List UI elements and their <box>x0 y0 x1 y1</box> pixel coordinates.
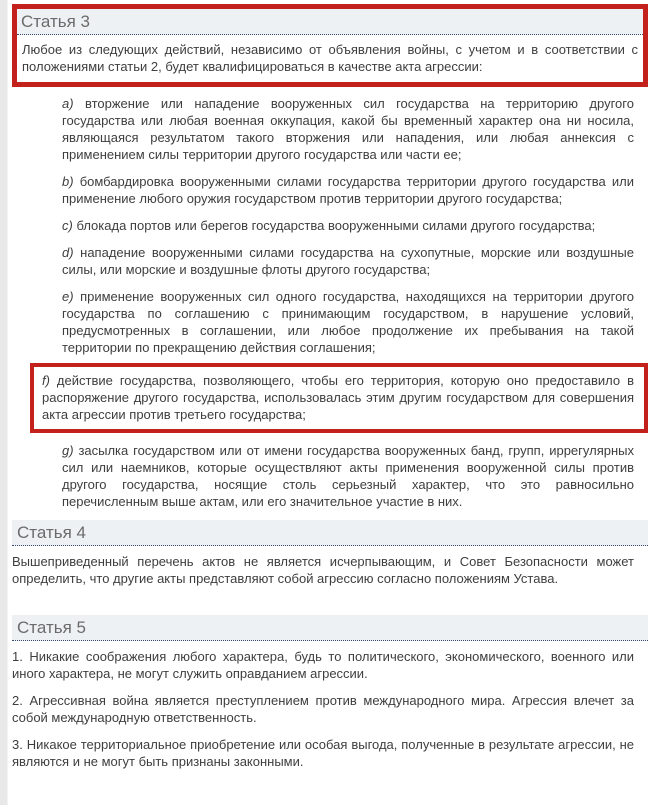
document-content <box>12 4 648 770</box>
item-b-text: бомбардировка вооруженными силами государства территории другого государства или применение любого оружия государством против территории другого государства; <box>62 174 634 206</box>
item-e-text: применение вооруженных сил одного государства, находящихся на территории другого государства по соглашению с принимающим государством, в нарушение условий, предусмотренных в соглашении, или любое продолжение их пребывания на такой территории по прекращению действия соглашения; <box>62 289 634 355</box>
list-item-f <box>42 372 634 423</box>
item-g-marker: g) <box>62 443 74 458</box>
list-item-d <box>62 244 634 278</box>
list-item-g <box>62 442 634 510</box>
item-b-marker: b) <box>62 174 74 189</box>
article4-paragraph-1: Вышеприведенный перечень актов не является исчерпывающим, и Совет Безопасности может определить, что другие акты представляют собой агрессию согласно положениям Устава. <box>12 554 634 586</box>
article4-title: Статья 4 <box>12 520 648 546</box>
list-item-b <box>62 173 634 207</box>
item-a-marker: a) <box>62 96 74 111</box>
article5-paragraph-3: 3. Никакое территориальное приобретение или особая выгода, полученные в результате агрессии, не являются и не могут быть признаны законными. <box>12 737 634 769</box>
article5-paragraph-1: 1. Никакие соображения любого характера, будь то политического, экономического, военного или иного характера, не могут служить оправданием агрессии. <box>12 649 634 681</box>
article5-title: Статья 5 <box>12 615 648 641</box>
item-f-marker: f) <box>42 373 50 388</box>
item-f-text: действие государства, позволяющего, чтобы его территория, которую оно предоставило в распоряжение другого государства, использовалась этим другим государством для совершения акта агрессии против третьего государства; <box>42 373 634 422</box>
item-d-marker: d) <box>62 245 74 260</box>
item-d-text: нападение вооруженными силами государства на сухопутные, морские или воздушные силы, или морские и воздушные флоты другого государства; <box>62 245 634 277</box>
item-g-text: засылка государством или от имени государства вооруженных банд, групп, иррегулярных сил или наемников, которые осуществляют акты применения вооруженной силы против другого государства, носящие столь серьезный характер, что это равносильно перечисленным выше актам, или его значительное участие в них. <box>62 443 634 509</box>
list-item-e <box>62 288 634 356</box>
item-c-text: блокада портов или берегов государства вооруженными силами другого государства; <box>76 218 596 233</box>
list-item-a <box>62 95 634 163</box>
item-a-text: вторжение или нападение вооруженных сил государства на территорию другого государства или любая военная оккупация, какой бы временный характер она ни носила, являющаяся результатом такого вторжения или нападения, или любая аннексия с применением силы территории другого государства или части ее; <box>62 96 634 162</box>
item-e-marker: e) <box>62 289 74 304</box>
list-item-c <box>62 217 634 234</box>
article5-paragraph-2: 2. Агрессивная война является преступлением против международного мира. Агрессия влечет за собой международную ответственность. <box>12 693 634 725</box>
item-c-marker: c) <box>62 218 73 233</box>
highlight-box-item-f <box>30 363 648 433</box>
article3-title: Статья 3 <box>17 9 643 35</box>
page-left-gutter <box>0 0 8 805</box>
highlight-box-article3-intro <box>12 4 648 87</box>
article3-intro: Любое из следующих действий, независимо от объявления войны, с учетом и в соответствии с положениями статьи 2, будет квалифицироваться в качестве акта агрессии: <box>22 42 638 74</box>
